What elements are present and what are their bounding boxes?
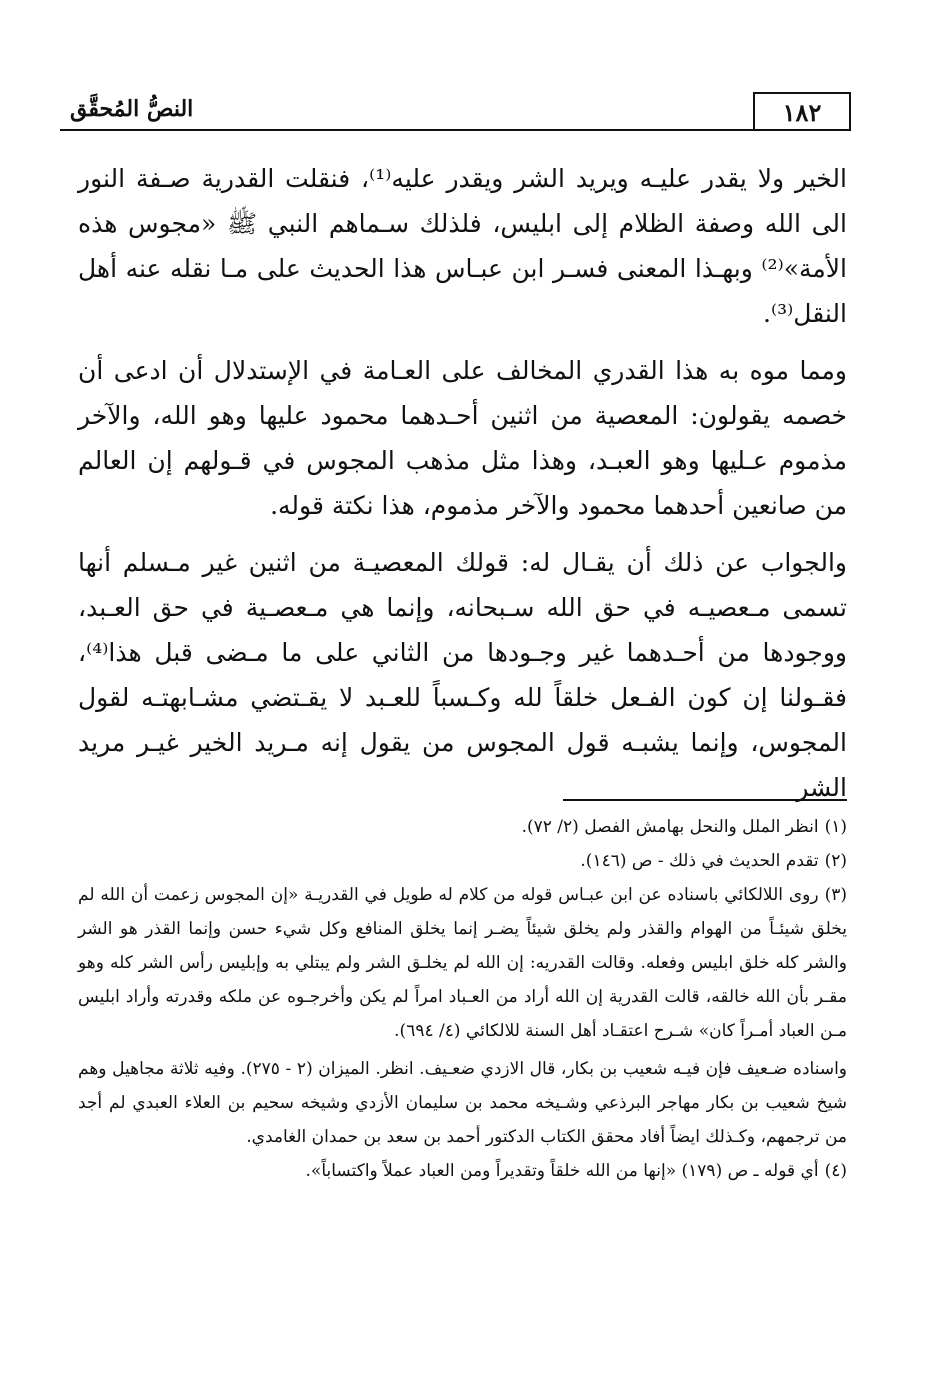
footnote-3-continuation (78, 1052, 847, 1154)
footnote-3 (78, 878, 847, 1048)
footnote-text: واسناده ضـعيف فإن فيـه شعيب بن بكار، قال الازدي ضعـيف. انظر. الميزان (٢ - ٢٧٥). وفيه ثلاثة مجاهيل وهم شيخ شعيب بن بكار مهاجر البرذعي وشـيخه محمد بن سليمان الأزدي وشيخه سحيم بن العلاء العبدي لم أجد من ترجمهم، وكـذلك ايضاً أفاد محقق الكتاب الدكتور أحمد بن سعد بن حمدان الغامدي. (78, 1059, 848, 1147)
footnote-marker: (٤) (824, 1161, 847, 1181)
footnote-marker: (٣) (824, 885, 847, 905)
page-number: ١٨٢ (753, 92, 851, 130)
page-header (60, 92, 851, 134)
paragraph: الخير ولا يقدر عليـه ويريد الشر ويقدر عليه⁽¹⁾، فنقلت القدرية صـفة النور الى الله وصفة الظلام إلى ابليس، فلذلك سـماهم النبي ﷺ «مجوس هذه الأمة»⁽²⁾ وبهـذا المعنى فسـر ابن عبـاس هذا الحديث على مـا نقله عنه أهل النقل⁽³⁾. (78, 164, 847, 328)
footnote-2 (78, 844, 847, 878)
footnotes (78, 810, 847, 1188)
paragraph: ومما موه به هذا القدري المخالف على العـامة في الإستدلال أن ادعى أن خصمه يقولون: المعصية من اثنين أحـدهما محمود عليها وهو الله، والآخر مذموم عـليها وهو العبـد، وهذا مثل مذهب المجوس في قـولهم إن العالم من صانعين أحدهما محمود والآخر مذموم، هذا نكتة قوله. (78, 356, 847, 520)
footnote-text: روى اللالكائي باسناده عن ابن عبـاس قوله من كلام له طويل في القدريـة «إن المجوس زعمت أن الله لم يخلق شيئـاً من الهوام والقذر ولم يخلق شيئاً يضـر إنما يخلق المنافع وكل شيء حسن وإنما القذر هو الشر والشر كله خلق ابليس وفعله. وقالت القدريه: إن الله لم يخلـق الشر ولم يبتلي به وإبليس رأس الشر كله وهو مقـر بأن الله خالقه، قالت القدرية إن الله أراد من العـباد امراً لم يكن وأخرجـوه عن ملكه وقدرته وأراد ابليس مـن العباد أمـراً كان» شـرح اعتقـاد أهل السنة للالكائي (٤/ ٦٩٤). (78, 885, 847, 1041)
footnote-marker: (٢) (824, 851, 847, 871)
footnote-text: انظر الملل والنحل بهامش الفصل (٢/ ٧٢). (521, 817, 819, 837)
book-title: النصُّ المُحقَّق (70, 96, 194, 122)
footnote-4 (78, 1154, 847, 1188)
footnote-marker: (١) (824, 817, 847, 837)
footnote-text: تقدم الحديث في ذلك - ص (١٤٦). (580, 851, 819, 871)
footnote-text: أي قوله ـ ص (١٧٩) «إنها من الله خلقاً وتقديراً ومن العباد عملاً واكتساباً». (305, 1161, 819, 1181)
header-rule (60, 129, 851, 131)
footnote-1 (78, 810, 847, 844)
paragraph: والجواب عن ذلك أن يقـال له: قولك المعصيـة من اثنين غير مـسلم أنها تسمى مـعصيـه في حق الله سـبحانه، وإنما هي مـعصـية في حق العـبد، ووجودها من أحـدهما غير وجـودها من الثاني على ما مـضى قبل هذا⁽⁴⁾، فقـولنا إن كون الفـعل خلقاً لله وكـسباً للعـبد لا يقـتضي مشـابهتـه لقول المجوس، وإنما يشبـه قول المجوس من يقول إنه مـريد الخير غيـر مريد الشر (78, 548, 847, 802)
footnote-divider (563, 799, 847, 801)
main-text (78, 156, 847, 810)
